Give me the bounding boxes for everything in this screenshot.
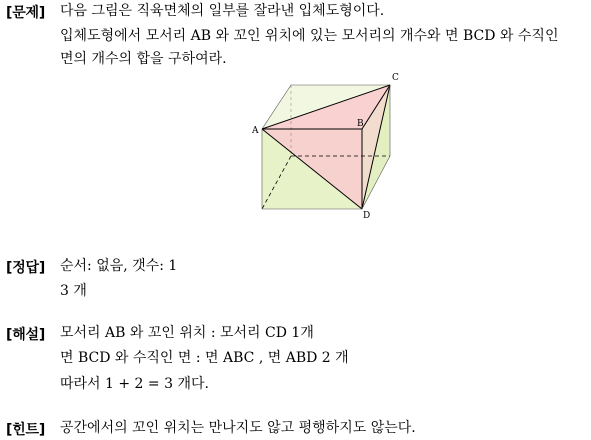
answer-tag: [정답]: [6, 260, 46, 276]
problem-tag: [문제]: [6, 5, 46, 21]
explanation-line-2: 면 BCD 와 수직인 면 : 면 ABC , 면 ABD 2 개: [60, 350, 349, 366]
problem-line-1: 다음 그림은 직육면체의 일부를 잘라낸 입체도형이다.: [60, 3, 385, 19]
explanation-tag: [해설]: [6, 327, 46, 343]
label-c: C: [392, 73, 399, 83]
explanation-line-1: 모서리 AB 와 꼬인 위치 : 모서리 CD 1개: [60, 325, 314, 341]
hint-tag: [힌트]: [6, 422, 46, 438]
label-b: B: [357, 119, 364, 129]
answer-line-1: 순서: 없음, 갯수: 1: [60, 258, 178, 274]
label-a: A: [252, 126, 259, 136]
solid-figure: [245, 70, 405, 230]
hint-line-1: 공간에서의 꼬인 위치는 만나지도 않고 평행하지도 않는다.: [60, 420, 416, 436]
answer-line-2: 3 개: [60, 283, 87, 299]
label-d: D: [363, 211, 371, 221]
problem-line-2: 입체도형에서 모서리 AB 와 꼬인 위치에 있는 모서리의 개수와 면 BCD 와 수직인: [60, 28, 559, 44]
problem-line-3: 면의 개수의 합을 구하여라.: [60, 51, 227, 67]
explanation-line-3: 따라서 1 + 2 = 3 개다.: [60, 376, 209, 392]
